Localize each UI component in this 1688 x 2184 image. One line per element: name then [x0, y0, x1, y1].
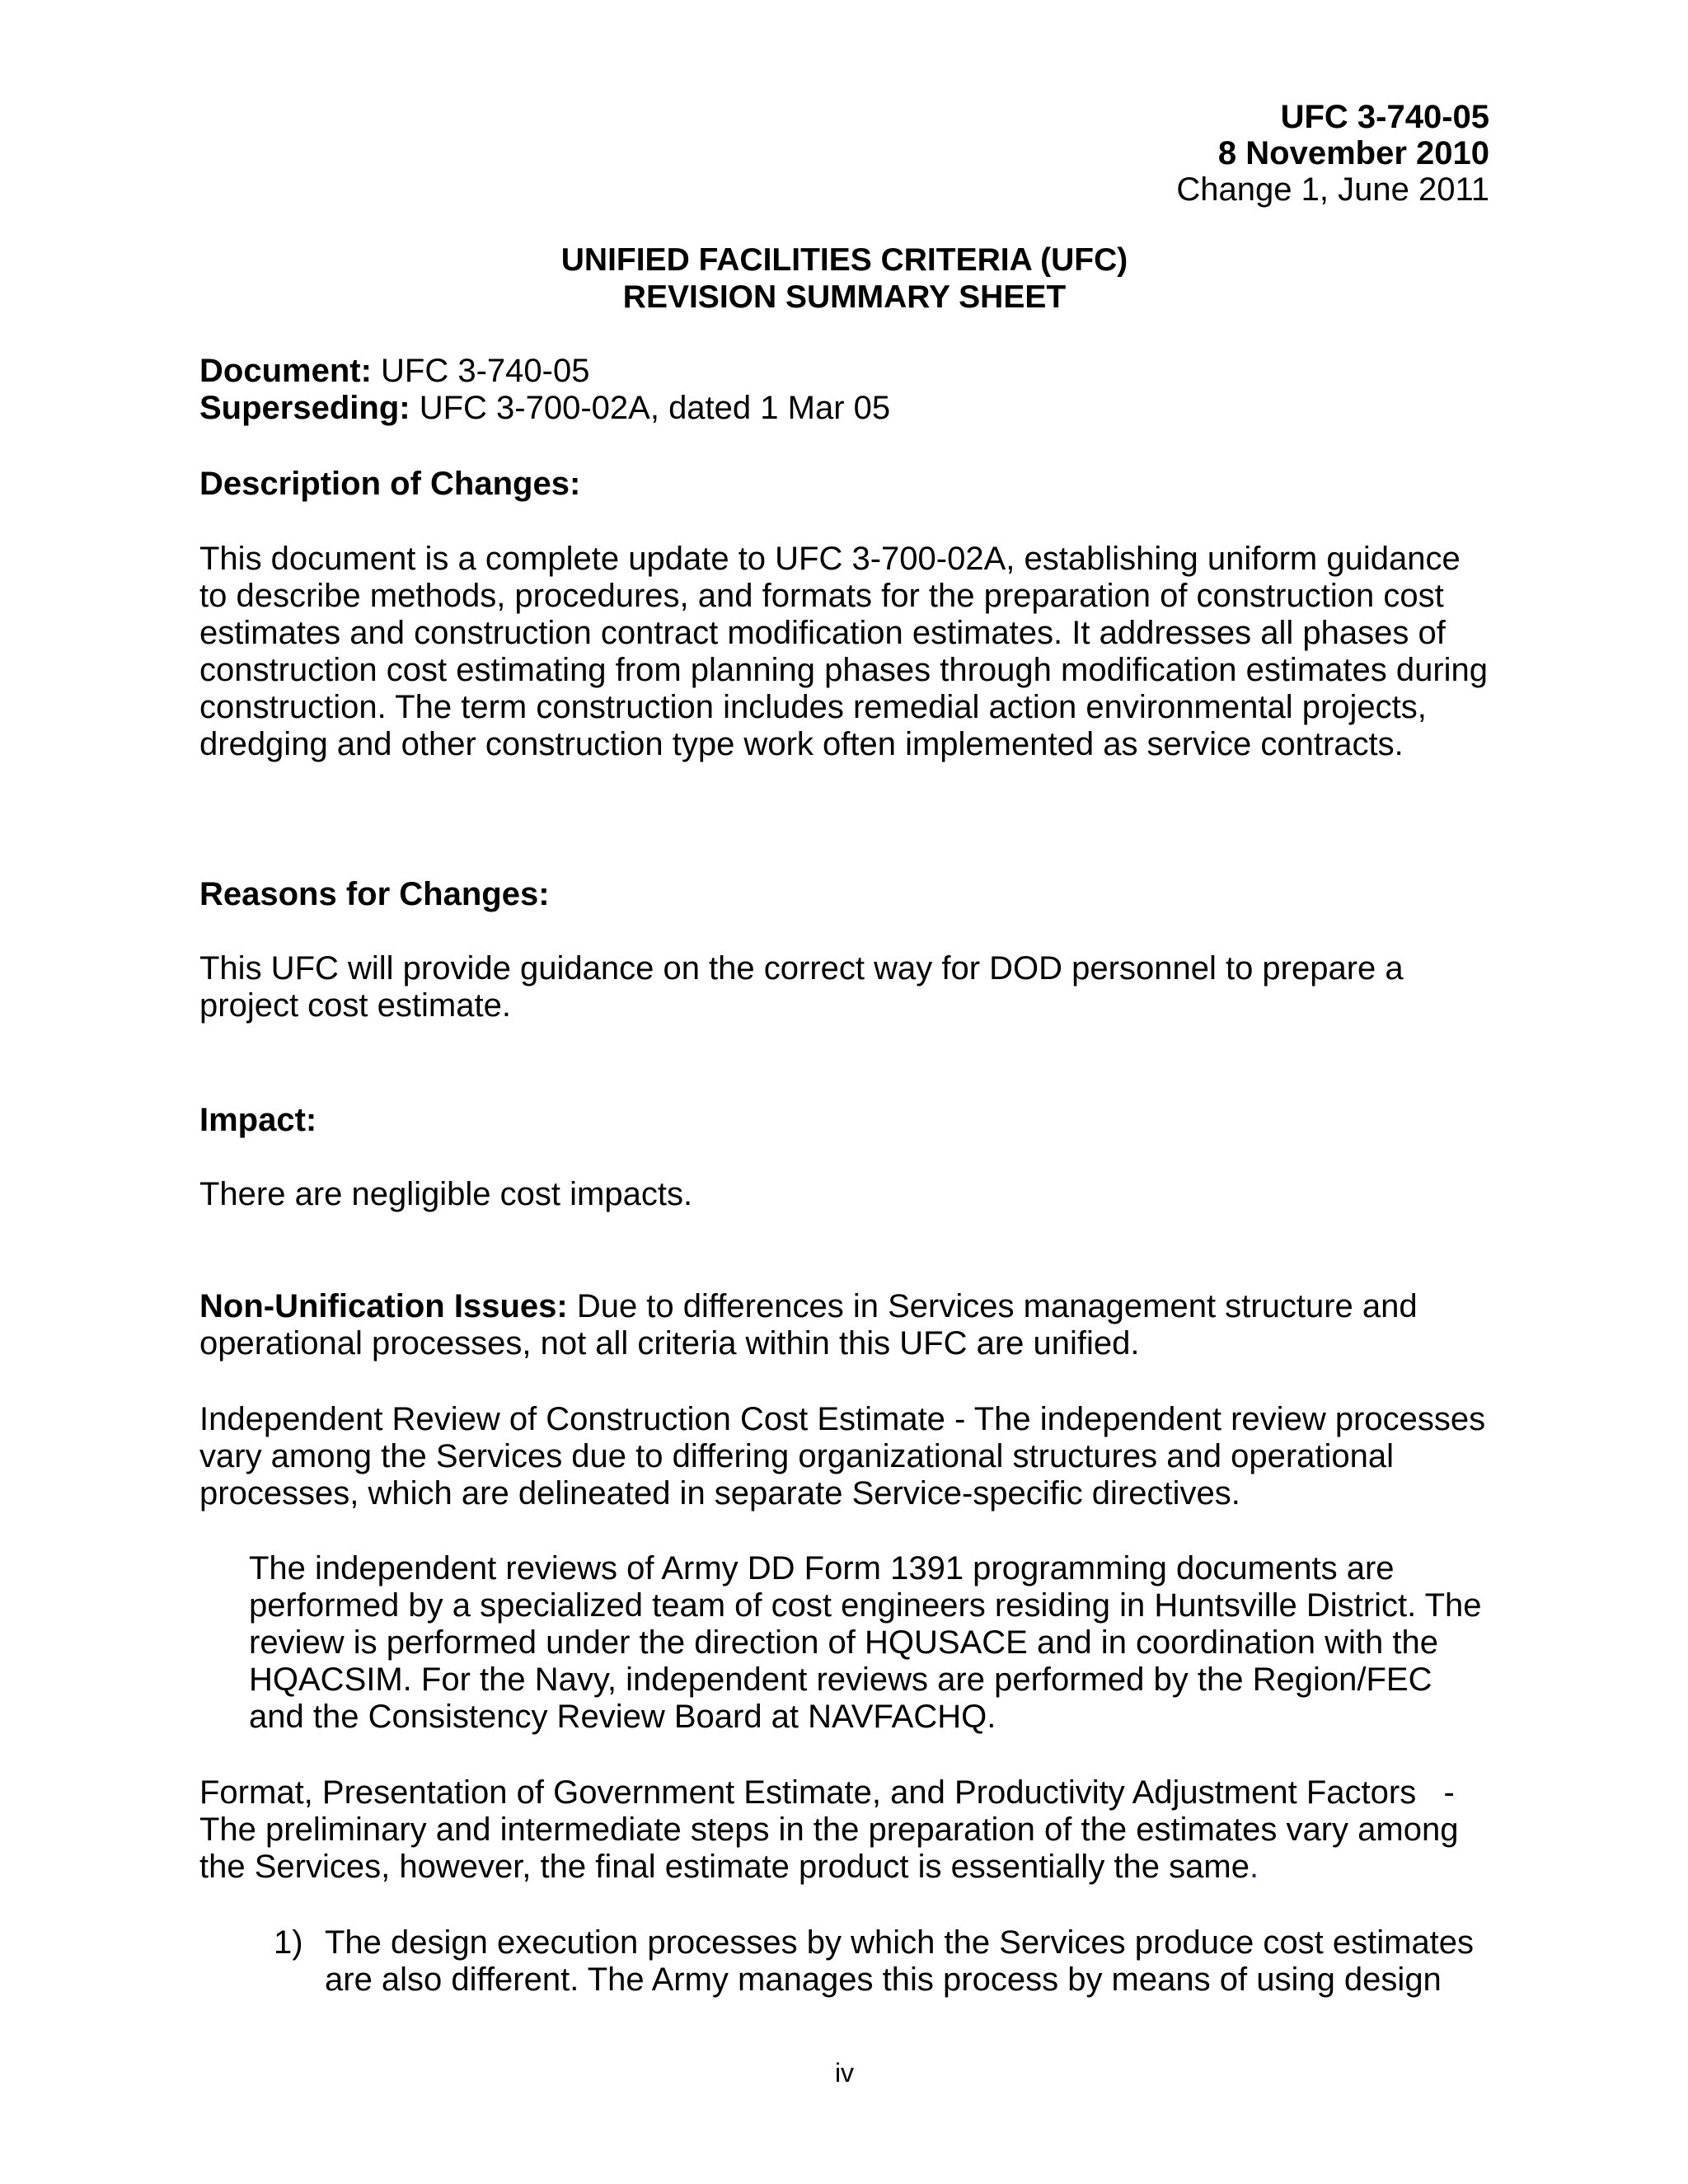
document-page	[199, 0, 1489, 2184]
independent-review-paragraph: Independent Review of Construction Cost Estimate - The independent review processes vary among the Services due to differing organizational structures and operational processes, which are delineated in separate Service-specific directives.	[199, 1401, 1486, 1511]
doc-change: Change 1, June 2011	[1176, 171, 1489, 208]
superseding-label: Superseding:	[199, 390, 410, 426]
format-paragraph	[199, 1774, 1489, 1886]
impact-body: There are negligible cost impacts.	[199, 1176, 693, 1212]
list-item-text: The design execution processes by which the Services produce cost estimates are also different. The Army manages this process by means of using design	[325, 1924, 1475, 1998]
format-line-1: Format, Presentation of Government Estimate, and Productivity Adjustment Factors -	[199, 1774, 1455, 1811]
non-unification-body: Due to differences in Services management structure and operational processes, not all criteria within this UFC are unified.	[199, 1288, 1418, 1361]
format-rest: The preliminary and intermediate steps in the preparation of the estimates vary among the Services, however, the final estimate product is essentially the same	[199, 1811, 1459, 1885]
description-heading: Description of Changes:	[199, 466, 581, 502]
list-item-number: 1)	[274, 1924, 303, 1961]
page-number: iv	[834, 2058, 855, 2088]
title-line-1: UNIFIED FACILITIES CRITERIA (UFC)	[560, 242, 1128, 278]
page-title	[199, 241, 1489, 316]
reasons-heading: Reasons for Changes:	[199, 876, 550, 912]
format-end-dot: .	[1249, 1849, 1259, 1885]
document-header	[1176, 99, 1489, 208]
superseding-field	[199, 390, 1489, 427]
description-body: This document is a complete update to UFC 3-700-02A, establishing uniform guidance to describe methods, procedures, and formats for the preparation of construction cost estimates and construction contract modification estimates. It addresses all phases of construction cost estimating from planning phases through modification estimates during construction. The term construction includes remedial action environmental projects, dredging and other construction type work often implemented as service contracts.	[199, 541, 1489, 762]
impact-heading: Impact:	[199, 1102, 317, 1138]
superseding-value: UFC 3-700-02A, dated 1 Mar 05	[419, 390, 891, 426]
document-label: Document:	[199, 353, 372, 389]
document-value: UFC 3-740-05	[381, 353, 590, 389]
reasons-body: This UFC will provide guidance on the correct way for DOD personnel to prepare a project cost estimate.	[199, 950, 1404, 1024]
document-field	[199, 353, 1489, 390]
format-rest-wrap	[199, 1811, 1489, 1886]
title-line-2: REVISION SUMMARY SHEET	[622, 279, 1067, 315]
non-unification-label: Non-Unification Issues:	[199, 1288, 568, 1324]
doc-number: UFC 3-740-05	[1280, 99, 1489, 135]
doc-date: 8 November 2010	[1217, 135, 1489, 171]
independent-review-indented: The independent reviews of Army DD Form 1391 programming documents are performed by a specialized team of cost engineers residing in Huntsville District. The review is performed under the direction of HQUSACE and in coordination with the HQACSIM. For the Navy, independent reviews are performed by the Region/FEC and the Consistency Review Board at NAVFACHQ.	[249, 1550, 1482, 1735]
non-unification-paragraph	[199, 1288, 1489, 1362]
